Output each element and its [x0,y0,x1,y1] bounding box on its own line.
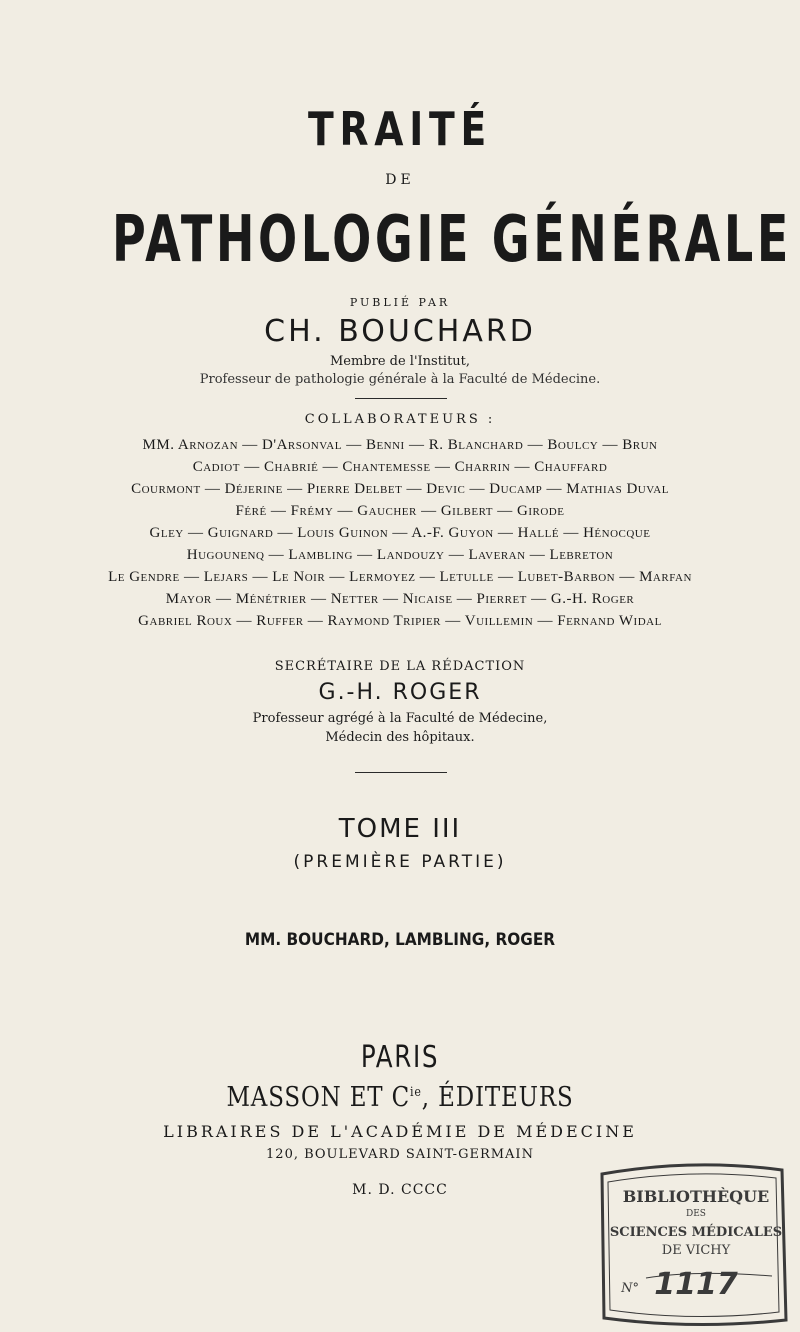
published-by-label: PUBLIÉ PAR [349,296,451,309]
secretary-heading: SECRÉTAIRE DE LA RÉDACTION [274,659,526,674]
city: PARIS [360,1040,440,1075]
author-affiliation-2: Professeur de pathologie générale à la Faculté de Médecine. [199,372,601,387]
title: TRAITÉ [308,102,492,156]
secretary-name: G.-H. ROGER [318,680,482,705]
publication-year: M. D. CCCC [352,1182,448,1198]
divider-rule [355,772,447,773]
publisher-address: 120, BOULEVARD SAINT-GERMAIN [266,1147,534,1162]
stamp-line-2: DES [686,1209,706,1219]
volume-authors: MM. BOUCHARD, LAMBLING, ROGER [244,930,556,950]
collaborators-line: Cadiot — Chabrié — Chantemesse — Charrin — Chauffard [192,459,608,475]
stamp-line-1: BIBLIOTHÈQUE [622,1187,770,1206]
publisher-sup: ie [410,1085,422,1100]
publisher-description: LIBRAIRES DE L'ACADÉMIE DE MÉDECINE [163,1122,637,1141]
divider-rule [355,398,447,399]
collaborators-line: Féré — Frémy — Gaucher — Gilbert — Girode [235,503,565,519]
volume-part: (PREMIÈRE PARTIE) [293,852,507,872]
secretary-affiliation-2: Médecin des hôpitaux. [325,730,475,745]
collaborators-line: MM. Arnozan — D'Arsonval — Benni — R. Blanchard — Boulcy — Brun [142,437,658,453]
publisher-suffix: , ÉDITEURS [421,1082,574,1113]
publisher-name: MASSON ET C [226,1082,411,1113]
collaborators-line: Courmont — Déjerine — Pierre Delbet — Devic — Ducamp — Mathias Duval [131,481,669,497]
collaborators-line: Hugounenq — Lambling — Landouzy — Laveran — Lebreton [186,547,614,563]
stamp-line-4: DE VICHY [661,1243,731,1258]
collaborators-line: Le Gendre — Lejars — Le Noir — Lermoyez — Letulle — Lubet-Barbon — Marfan [108,569,692,585]
volume-number: TOME III [338,814,462,844]
collaborators-line: Gabriel Roux — Ruffer — Raymond Tripier — Vuillemin — Fernand Widal [138,613,662,629]
subtitle: PATHOLOGIE GÉNÉRALE [112,203,792,277]
collaborators-line: Mayor — Ménétrier — Netter — Nicaise — Pierret — G.-H. Roger [165,591,635,607]
library-stamp [596,1160,791,1328]
secretary-affiliation-1: Professeur agrégé à la Faculté de Médecine, [252,711,548,726]
stamp-line-3: SCIENCES MÉDICALES [609,1225,783,1240]
stamp-number: 1117 [654,1267,738,1302]
collaborators-heading: COLLABORATEURS : [304,412,496,427]
author-affiliation-1: Membre de l'Institut, [329,354,471,369]
title-connector: DE [385,172,415,188]
collaborators-line: Gley — Guignard — Louis Guinon — A.-F. Guyon — Hallé — Hénocque [149,525,651,541]
publisher [60,1082,740,1113]
stamp-number-prefix: N° [621,1281,639,1296]
main-author: CH. BOUCHARD [264,314,536,349]
